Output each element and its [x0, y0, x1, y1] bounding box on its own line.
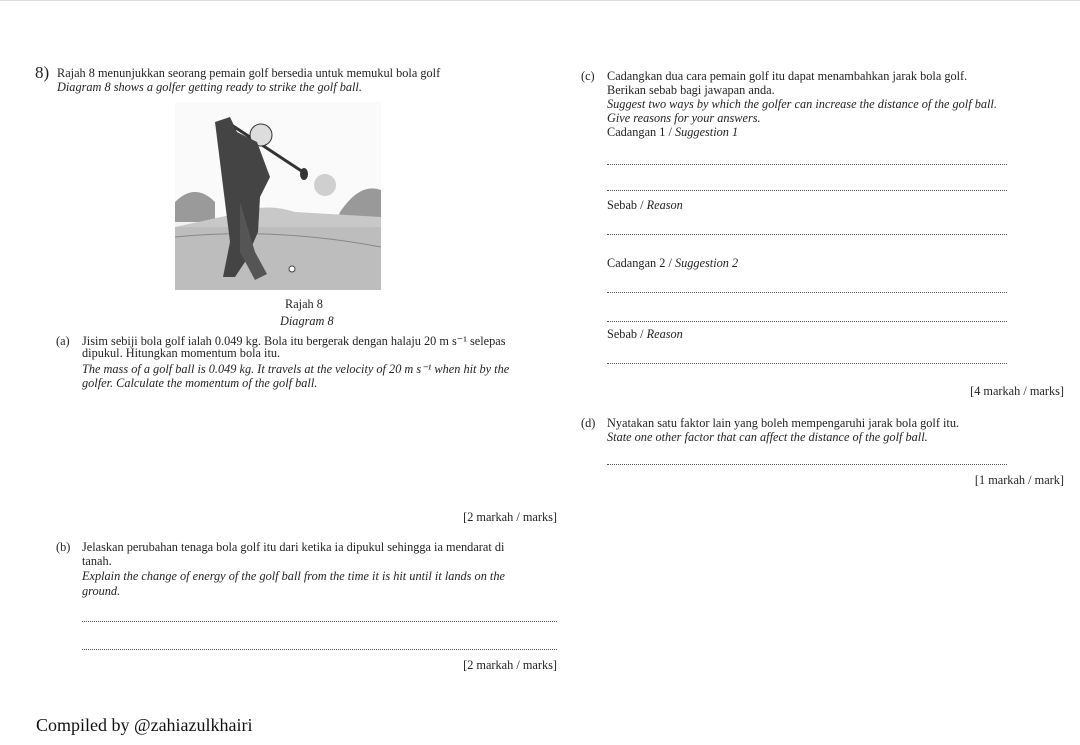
golfer-illustration	[175, 102, 381, 290]
answer-line[interactable]	[82, 648, 557, 650]
part-d-marks: [1 markah / mark]	[974, 473, 1064, 487]
reason-1-ms: Sebab /	[607, 198, 647, 212]
question-number: 8)	[35, 63, 50, 82]
part-a-en-1: The mass of a golf ball is 0.049 kg. It travels at the velocity of 20 m s⁻¹ when hit by the	[82, 362, 510, 376]
intro-en: Diagram 8 shows a golfer getting ready to strike the golf ball.	[57, 80, 362, 94]
reason-2-ms: Sebab /	[607, 327, 647, 341]
figure-label-ms: Rajah 8	[285, 297, 323, 311]
suggestion-1-heading	[607, 125, 738, 139]
part-b-ms-2: tanah.	[82, 554, 112, 568]
answer-line[interactable]	[607, 291, 1007, 293]
suggestion-2-heading	[607, 256, 738, 270]
part-c-ms-2: Berikan sebab bagi jawapan anda.	[607, 83, 775, 97]
answer-line[interactable]	[607, 163, 1007, 165]
reason-1-heading	[607, 198, 683, 212]
suggestion-1-en: Suggestion 1	[674, 125, 739, 139]
part-c-marks: [4 markah / marks]	[970, 384, 1064, 398]
part-c-en-1: Suggest two ways by which the golfer can increase the distance of the golf ball.	[607, 97, 997, 111]
reason-2-heading	[607, 327, 683, 341]
part-b-marks: [2 markah / marks]	[463, 658, 557, 672]
figure-label-en: Diagram 8	[280, 314, 334, 328]
part-b-ms-1: Jelaskan perubahan tenaga bola golf itu dari ketika ia dipukul sehingga ia mendarat di	[82, 540, 505, 554]
part-a-marks: [2 markah / marks]	[463, 510, 557, 524]
answer-line[interactable]	[607, 189, 1007, 191]
reason-1-en: Reason	[646, 198, 683, 212]
suggestion-1-ms: Cadangan 1 /	[607, 125, 675, 139]
part-a-ms-1: Jisim sebiji bola golf ialah 0.049 kg. Bola itu bergerak dengan halaju 20 m s⁻¹ selepas	[82, 334, 506, 348]
part-a-en-2: golfer. Calculate the momentum of the golf ball.	[82, 376, 318, 390]
part-a-ms-2: dipukul. Hitungkan momentum bola itu.	[82, 346, 281, 360]
part-a-label: (a)	[56, 334, 70, 348]
answer-line[interactable]	[82, 620, 557, 622]
page-edge	[0, 0, 1080, 1]
suggestion-2-ms: Cadangan 2 /	[607, 256, 675, 270]
reason-2-en: Reason	[646, 327, 683, 341]
part-c-label: (c)	[581, 69, 595, 83]
answer-line[interactable]	[607, 463, 1007, 465]
part-b-label: (b)	[56, 540, 71, 554]
part-d-label: (d)	[581, 416, 596, 430]
part-d-en-1: State one other factor that can affect the distance of the golf ball.	[607, 430, 928, 444]
part-b-en-2: ground.	[82, 584, 121, 598]
answer-line[interactable]	[607, 233, 1007, 235]
part-c-en-2: Give reasons for your answers.	[607, 111, 761, 125]
part-b-en-1: Explain the change of energy of the golf ball from the time it is hit until it lands on the	[82, 569, 505, 583]
part-c-ms-1: Cadangkan dua cara pemain golf itu dapat menambahkan jarak bola golf.	[607, 69, 968, 83]
suggestion-2-en: Suggestion 2	[674, 256, 739, 270]
answer-line[interactable]	[607, 362, 1007, 364]
footer-credit: Compiled by @zahiazulkhairi	[36, 715, 253, 735]
part-d-ms-1: Nyatakan satu faktor lain yang boleh mempengaruhi jarak bola golf itu.	[607, 416, 960, 430]
intro-ms: Rajah 8 menunjukkan seorang pemain golf bersedia untuk memukul bola golf	[57, 66, 441, 80]
answer-line[interactable]	[607, 320, 1007, 322]
